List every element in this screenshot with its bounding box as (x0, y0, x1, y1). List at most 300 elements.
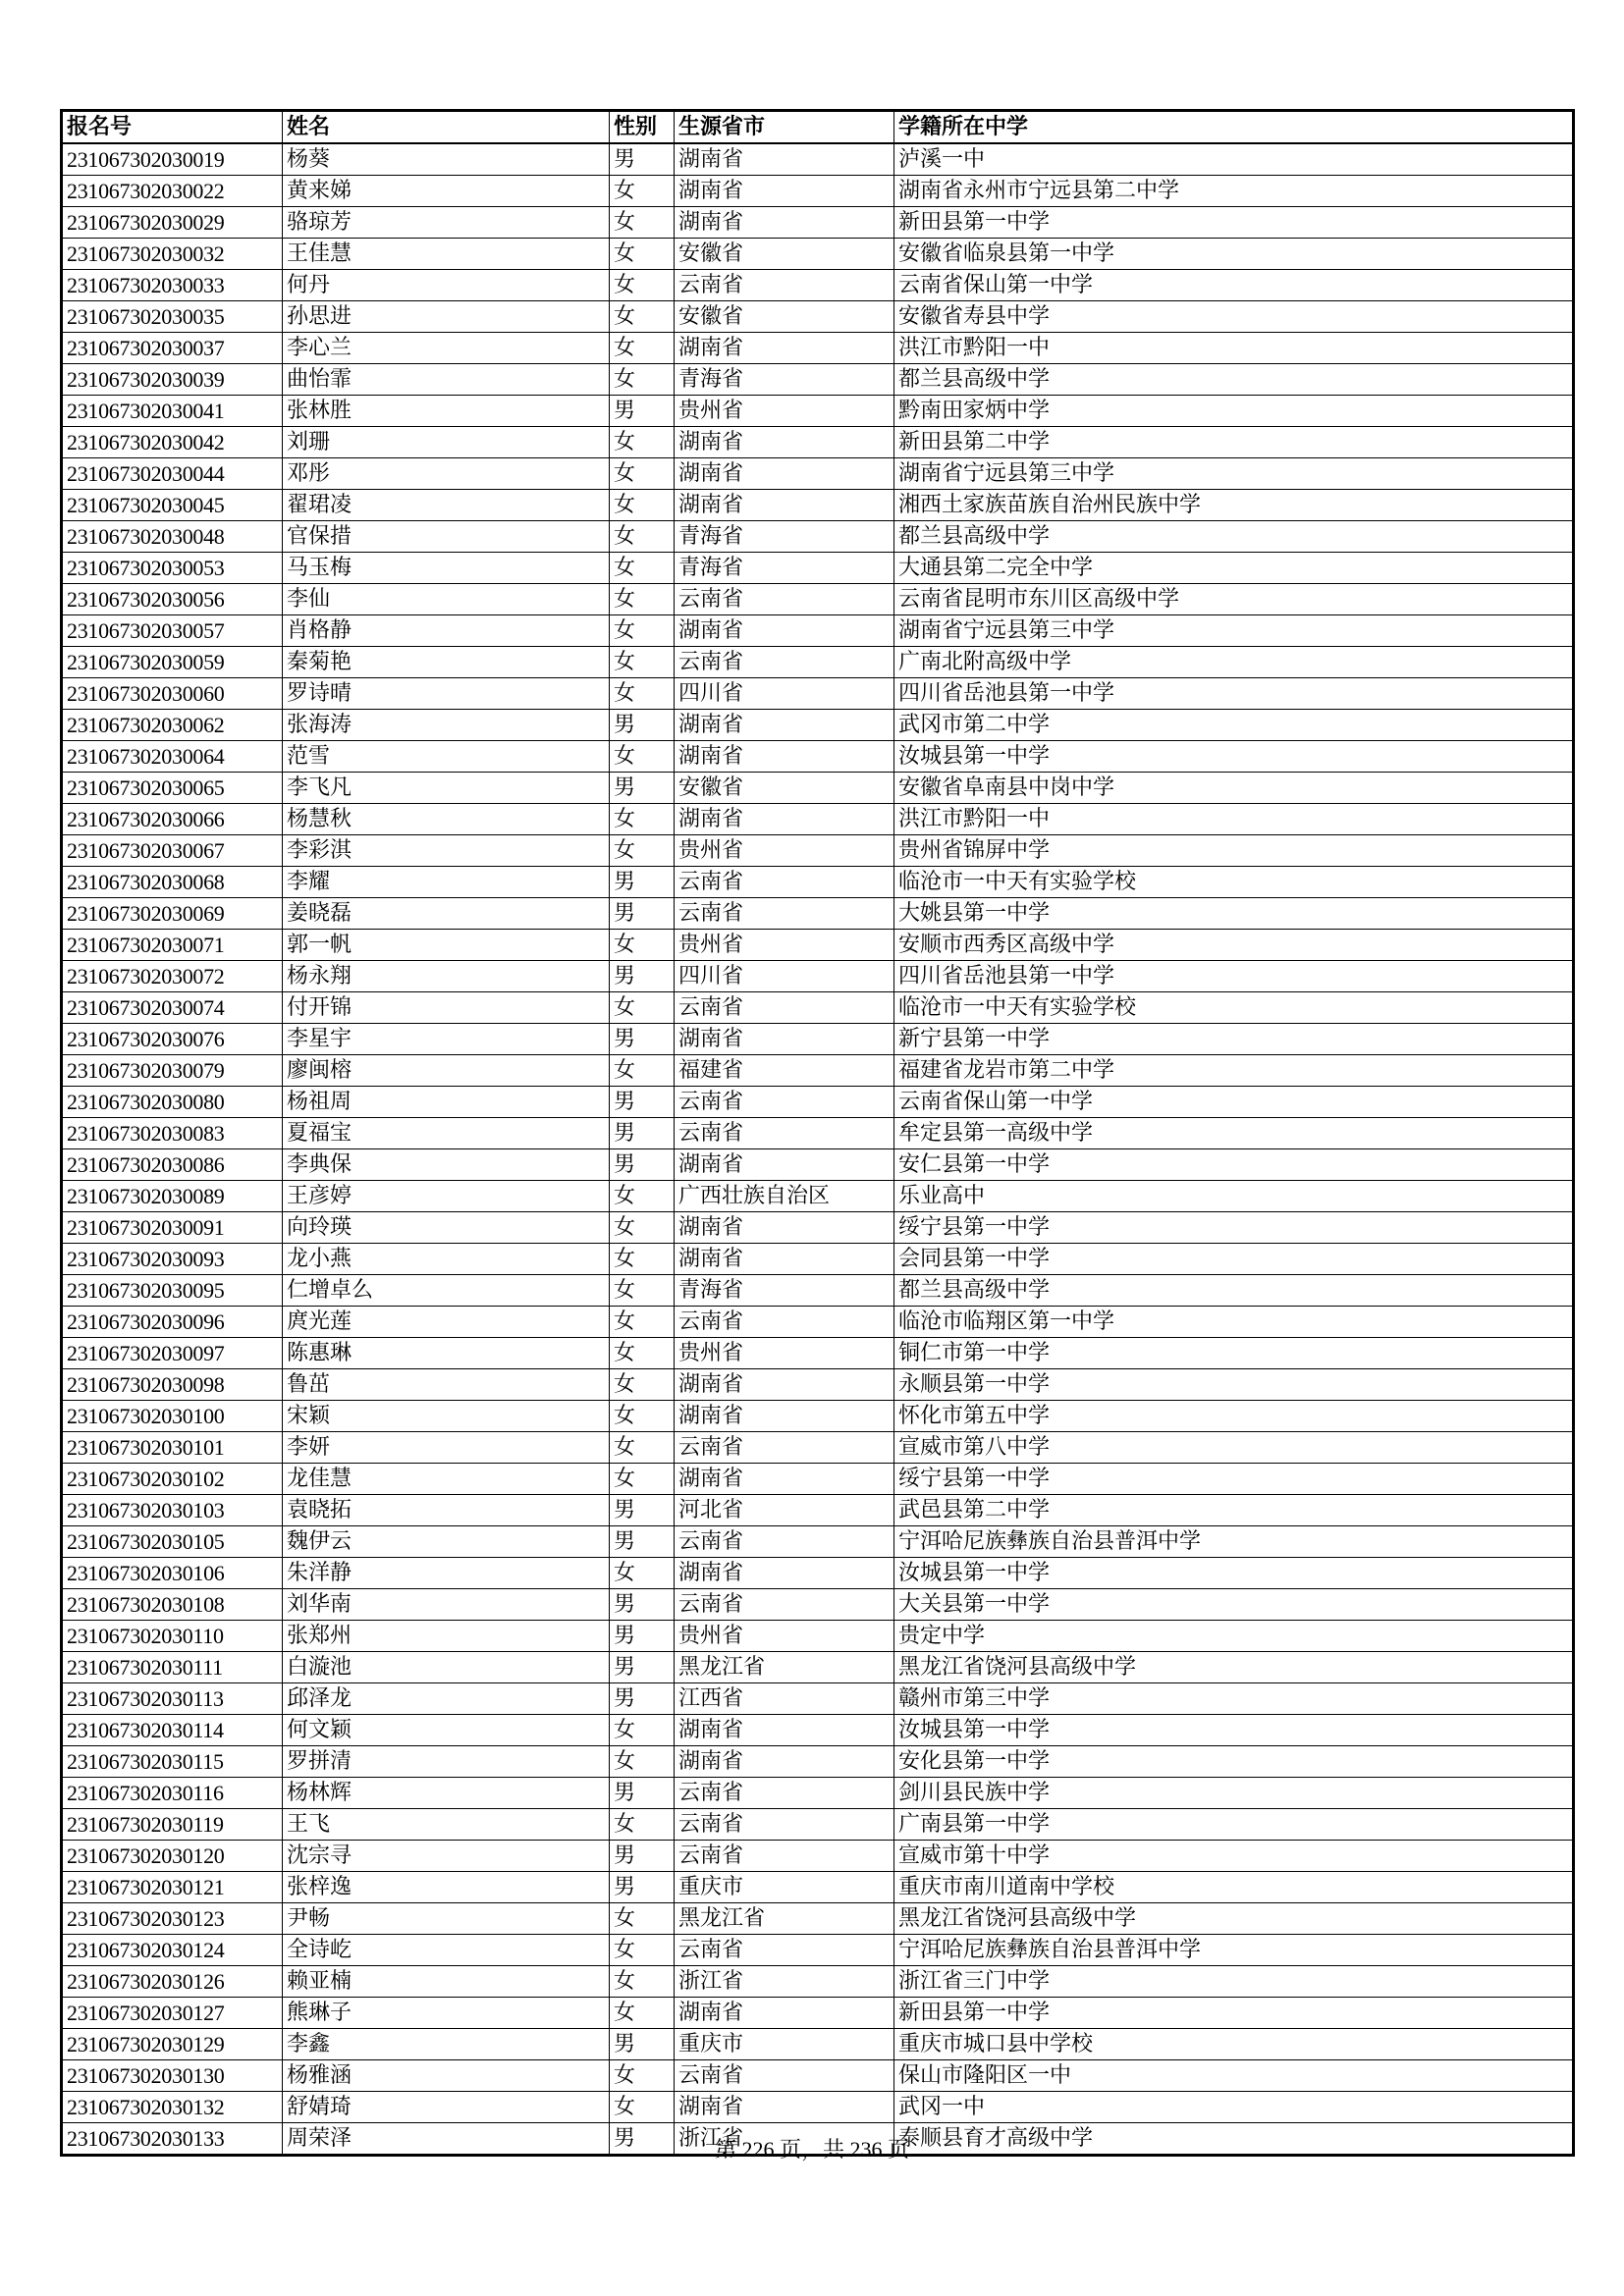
table-row (62, 2092, 1574, 2123)
cell-name: 李仙 (283, 584, 610, 615)
cell-name: 郭一帆 (283, 930, 610, 961)
table-row (62, 1621, 1574, 1652)
cell-sex: 男 (610, 1526, 675, 1558)
cell-sex: 男 (610, 2029, 675, 2060)
cell-registration-number: 231067302030048 (62, 521, 283, 553)
table-row (62, 1212, 1574, 1244)
cell-registration-number: 231067302030041 (62, 396, 283, 427)
cell-school: 汝城县第一中学 (894, 741, 1574, 773)
cell-province: 湖南省 (675, 1401, 894, 1432)
table-row (62, 930, 1574, 961)
table-row (62, 1778, 1574, 1809)
cell-sex: 男 (610, 1683, 675, 1715)
table-row (62, 1024, 1574, 1055)
cell-school: 安化县第一中学 (894, 1746, 1574, 1778)
cell-sex: 女 (610, 458, 675, 490)
cell-province: 云南省 (675, 1778, 894, 1809)
cell-sex: 女 (610, 1055, 675, 1087)
cell-school: 宣威市第八中学 (894, 1432, 1574, 1464)
cell-name: 杨慧秋 (283, 804, 610, 835)
cell-registration-number: 231067302030037 (62, 333, 283, 364)
table-row (62, 1118, 1574, 1149)
cell-school: 黑龙江省饶河县高级中学 (894, 1652, 1574, 1683)
cell-province: 湖南省 (675, 333, 894, 364)
cell-sex: 女 (610, 615, 675, 647)
table-row (62, 207, 1574, 239)
cell-name: 全诗屹 (283, 1935, 610, 1966)
cell-name: 付开锦 (283, 992, 610, 1024)
cell-sex: 男 (610, 1589, 675, 1621)
cell-school: 洪江市黔阳一中 (894, 333, 1574, 364)
cell-sex: 男 (610, 1778, 675, 1809)
cell-school: 都兰县高级中学 (894, 521, 1574, 553)
cell-province: 湖南省 (675, 710, 894, 741)
header-registration-number: 报名号 (62, 111, 283, 144)
cell-school: 会同县第一中学 (894, 1244, 1574, 1275)
cell-school: 安徽省阜南县中岗中学 (894, 773, 1574, 804)
cell-registration-number: 231067302030053 (62, 553, 283, 584)
cell-sex: 女 (610, 176, 675, 207)
table-row (62, 867, 1574, 898)
cell-registration-number: 231067302030065 (62, 773, 283, 804)
cell-sex: 女 (610, 1307, 675, 1338)
cell-name: 王佳慧 (283, 239, 610, 270)
cell-name: 秦菊艳 (283, 647, 610, 678)
table-row (62, 1998, 1574, 2029)
cell-name: 何文颖 (283, 1715, 610, 1746)
cell-name: 骆琼芳 (283, 207, 610, 239)
cell-name: 熊琳子 (283, 1998, 610, 2029)
cell-school: 怀化市第五中学 (894, 1401, 1574, 1432)
cell-registration-number: 231067302030056 (62, 584, 283, 615)
cell-school: 保山市隆阳区一中 (894, 2060, 1574, 2092)
cell-province: 湖南省 (675, 1998, 894, 2029)
cell-name: 王飞 (283, 1809, 610, 1841)
cell-registration-number: 231067302030039 (62, 364, 283, 396)
table-row (62, 301, 1574, 333)
cell-registration-number: 231067302030102 (62, 1464, 283, 1495)
table-row (62, 1087, 1574, 1118)
cell-sex: 女 (610, 1746, 675, 1778)
cell-sex: 男 (610, 2123, 675, 2156)
table-row (62, 961, 1574, 992)
cell-province: 湖南省 (675, 207, 894, 239)
cell-school: 牟定县第一高级中学 (894, 1118, 1574, 1149)
cell-registration-number: 231067302030133 (62, 2123, 283, 2156)
cell-registration-number: 231067302030022 (62, 176, 283, 207)
cell-province: 湖南省 (675, 1244, 894, 1275)
table-row (62, 1149, 1574, 1181)
cell-province: 湖南省 (675, 1369, 894, 1401)
cell-registration-number: 231067302030124 (62, 1935, 283, 1966)
cell-sex: 女 (610, 1998, 675, 2029)
cell-name: 张梓逸 (283, 1872, 610, 1903)
cell-registration-number: 231067302030060 (62, 678, 283, 710)
table-row (62, 1589, 1574, 1621)
cell-name: 孙思进 (283, 301, 610, 333)
cell-school: 云南省保山第一中学 (894, 1087, 1574, 1118)
table-row (62, 1464, 1574, 1495)
table-row (62, 490, 1574, 521)
table-row (62, 1338, 1574, 1369)
admission-table (60, 109, 1575, 2157)
cell-school: 湘西土家族苗族自治州民族中学 (894, 490, 1574, 521)
cell-sex: 女 (610, 490, 675, 521)
table-row (62, 1809, 1574, 1841)
cell-registration-number: 231067302030091 (62, 1212, 283, 1244)
cell-sex: 男 (610, 1118, 675, 1149)
cell-name: 王彦婷 (283, 1181, 610, 1212)
header-school: 学籍所在中学 (894, 111, 1574, 144)
cell-name: 曲怡霏 (283, 364, 610, 396)
cell-school: 宣威市第十中学 (894, 1841, 1574, 1872)
page-footer: 第 226 页，共 236 页 (714, 2137, 909, 2162)
cell-registration-number: 231067302030101 (62, 1432, 283, 1464)
table-row (62, 2029, 1574, 2060)
cell-registration-number: 231067302030059 (62, 647, 283, 678)
cell-name: 翟珺凌 (283, 490, 610, 521)
cell-province: 黑龙江省 (675, 1903, 894, 1935)
cell-school: 广南县第一中学 (894, 1809, 1574, 1841)
table-row (62, 1746, 1574, 1778)
table-row (62, 1055, 1574, 1087)
cell-province: 贵州省 (675, 930, 894, 961)
cell-registration-number: 231067302030042 (62, 427, 283, 458)
cell-province: 重庆市 (675, 1872, 894, 1903)
cell-province: 云南省 (675, 867, 894, 898)
cell-sex: 女 (610, 1369, 675, 1401)
cell-name: 廖闽榕 (283, 1055, 610, 1087)
table-row (62, 427, 1574, 458)
cell-province: 黑龙江省 (675, 1652, 894, 1683)
table-row (62, 1181, 1574, 1212)
cell-name: 袁晓拓 (283, 1495, 610, 1526)
cell-school: 都兰县高级中学 (894, 364, 1574, 396)
cell-sex: 女 (610, 2092, 675, 2123)
cell-province: 湖南省 (675, 1149, 894, 1181)
cell-registration-number: 231067302030089 (62, 1181, 283, 1212)
cell-school: 宁洱哈尼族彝族自治县普洱中学 (894, 1935, 1574, 1966)
cell-registration-number: 231067302030086 (62, 1149, 283, 1181)
cell-province: 安徽省 (675, 239, 894, 270)
cell-school: 赣州市第三中学 (894, 1683, 1574, 1715)
cell-province: 云南省 (675, 1809, 894, 1841)
table-row (62, 270, 1574, 301)
cell-school: 宁洱哈尼族彝族自治县普洱中学 (894, 1526, 1574, 1558)
cell-registration-number: 231067302030120 (62, 1841, 283, 1872)
cell-name: 向玲瑛 (283, 1212, 610, 1244)
cell-school: 大姚县第一中学 (894, 898, 1574, 930)
table-row (62, 1715, 1574, 1746)
cell-province: 湖南省 (675, 2092, 894, 2123)
cell-registration-number: 231067302030103 (62, 1495, 283, 1526)
cell-province: 湖南省 (675, 1024, 894, 1055)
cell-name: 何丹 (283, 270, 610, 301)
cell-province: 浙江省 (675, 2123, 894, 2156)
cell-school: 汝城县第一中学 (894, 1558, 1574, 1589)
cell-name: 庹光莲 (283, 1307, 610, 1338)
cell-school: 安徽省临泉县第一中学 (894, 239, 1574, 270)
cell-province: 云南省 (675, 1841, 894, 1872)
cell-registration-number: 231067302030062 (62, 710, 283, 741)
cell-name: 龙小燕 (283, 1244, 610, 1275)
table-row (62, 1683, 1574, 1715)
cell-school: 剑川县民族中学 (894, 1778, 1574, 1809)
cell-sex: 男 (610, 143, 675, 176)
cell-province: 贵州省 (675, 1338, 894, 1369)
cell-province: 云南省 (675, 992, 894, 1024)
table-row (62, 1275, 1574, 1307)
cell-school: 绥宁县第一中学 (894, 1464, 1574, 1495)
cell-name: 李典保 (283, 1149, 610, 1181)
cell-school: 绥宁县第一中学 (894, 1212, 1574, 1244)
cell-province: 湖南省 (675, 176, 894, 207)
cell-school: 安顺市西秀区高级中学 (894, 930, 1574, 961)
cell-registration-number: 231067302030072 (62, 961, 283, 992)
cell-sex: 女 (610, 1338, 675, 1369)
cell-name: 李鑫 (283, 2029, 610, 2060)
cell-registration-number: 231067302030074 (62, 992, 283, 1024)
cell-sex: 女 (610, 1935, 675, 1966)
cell-province: 贵州省 (675, 1621, 894, 1652)
cell-school: 武冈一中 (894, 2092, 1574, 2123)
cell-school: 湖南省宁远县第三中学 (894, 615, 1574, 647)
cell-name: 刘华南 (283, 1589, 610, 1621)
cell-province: 云南省 (675, 1526, 894, 1558)
cell-sex: 男 (610, 1841, 675, 1872)
cell-school: 新宁县第一中学 (894, 1024, 1574, 1055)
cell-registration-number: 231067302030110 (62, 1621, 283, 1652)
cell-sex: 女 (610, 1966, 675, 1998)
cell-registration-number: 231067302030115 (62, 1746, 283, 1778)
cell-sex: 女 (610, 239, 675, 270)
table-row (62, 239, 1574, 270)
cell-registration-number: 231067302030083 (62, 1118, 283, 1149)
cell-sex: 男 (610, 1149, 675, 1181)
cell-name: 邓彤 (283, 458, 610, 490)
cell-name: 李彩淇 (283, 835, 610, 867)
cell-sex: 女 (610, 647, 675, 678)
header-name: 姓名 (283, 111, 610, 144)
cell-sex: 女 (610, 678, 675, 710)
cell-school: 新田县第二中学 (894, 427, 1574, 458)
cell-registration-number: 231067302030057 (62, 615, 283, 647)
cell-sex: 女 (610, 930, 675, 961)
cell-registration-number: 231067302030079 (62, 1055, 283, 1087)
cell-sex: 女 (610, 1903, 675, 1935)
cell-registration-number: 231067302030097 (62, 1338, 283, 1369)
cell-sex: 女 (610, 1809, 675, 1841)
cell-sex: 女 (610, 1558, 675, 1589)
cell-registration-number: 231067302030105 (62, 1526, 283, 1558)
table-row (62, 1495, 1574, 1526)
cell-registration-number: 231067302030111 (62, 1652, 283, 1683)
cell-sex: 女 (610, 364, 675, 396)
cell-registration-number: 231067302030029 (62, 207, 283, 239)
cell-school: 新田县第一中学 (894, 1998, 1574, 2029)
cell-sex: 男 (610, 1872, 675, 1903)
cell-school: 临沧市一中天有实验学校 (894, 992, 1574, 1024)
table-row (62, 835, 1574, 867)
table-row (62, 898, 1574, 930)
cell-registration-number: 231067302030019 (62, 143, 283, 176)
cell-school: 安徽省寿县中学 (894, 301, 1574, 333)
cell-school: 湖南省宁远县第三中学 (894, 458, 1574, 490)
cell-sex: 女 (610, 584, 675, 615)
cell-sex: 男 (610, 1652, 675, 1683)
cell-school: 大关县第一中学 (894, 1589, 1574, 1621)
cell-sex: 女 (610, 301, 675, 333)
cell-registration-number: 231067302030093 (62, 1244, 283, 1275)
cell-province: 云南省 (675, 1432, 894, 1464)
cell-school: 贵州省锦屏中学 (894, 835, 1574, 867)
cell-name: 杨祖周 (283, 1087, 610, 1118)
table-row (62, 176, 1574, 207)
cell-name: 李心兰 (283, 333, 610, 364)
cell-sex: 女 (610, 835, 675, 867)
cell-name: 鲁茁 (283, 1369, 610, 1401)
cell-school: 洪江市黔阳一中 (894, 804, 1574, 835)
cell-province: 广西壮族自治区 (675, 1181, 894, 1212)
cell-name: 罗拼清 (283, 1746, 610, 1778)
cell-school: 广南北附高级中学 (894, 647, 1574, 678)
cell-province: 湖南省 (675, 1464, 894, 1495)
table-row (62, 1432, 1574, 1464)
cell-province: 湖南省 (675, 490, 894, 521)
table-row (62, 1966, 1574, 1998)
cell-province: 湖南省 (675, 143, 894, 176)
cell-province: 四川省 (675, 678, 894, 710)
table-row (62, 1841, 1574, 1872)
cell-registration-number: 231067302030064 (62, 741, 283, 773)
cell-province: 河北省 (675, 1495, 894, 1526)
cell-registration-number: 231067302030080 (62, 1087, 283, 1118)
table-row (62, 1307, 1574, 1338)
cell-province: 湖南省 (675, 1746, 894, 1778)
cell-province: 贵州省 (675, 396, 894, 427)
cell-sex: 男 (610, 396, 675, 427)
cell-registration-number: 231067302030123 (62, 1903, 283, 1935)
cell-school: 临沧市临翔区第一中学 (894, 1307, 1574, 1338)
cell-sex: 男 (610, 1024, 675, 1055)
table-row (62, 521, 1574, 553)
table-row (62, 710, 1574, 741)
cell-registration-number: 231067302030121 (62, 1872, 283, 1903)
cell-school: 武冈市第二中学 (894, 710, 1574, 741)
cell-school: 新田县第一中学 (894, 207, 1574, 239)
cell-province: 云南省 (675, 647, 894, 678)
roster-sheet (60, 109, 1572, 2157)
cell-sex: 女 (610, 1181, 675, 1212)
cell-province: 重庆市 (675, 2029, 894, 2060)
table-row (62, 333, 1574, 364)
cell-province: 湖南省 (675, 1558, 894, 1589)
table-row (62, 1935, 1574, 1966)
cell-province: 浙江省 (675, 1966, 894, 1998)
table-row (62, 1401, 1574, 1432)
cell-sex: 女 (610, 333, 675, 364)
cell-sex: 女 (610, 553, 675, 584)
cell-registration-number: 231067302030045 (62, 490, 283, 521)
header-province: 生源省市 (675, 111, 894, 144)
cell-sex: 女 (610, 1464, 675, 1495)
cell-province: 湖南省 (675, 741, 894, 773)
table-row (62, 1872, 1574, 1903)
cell-registration-number: 231067302030106 (62, 1558, 283, 1589)
cell-registration-number: 231067302030068 (62, 867, 283, 898)
cell-province: 云南省 (675, 898, 894, 930)
cell-name: 魏伊云 (283, 1526, 610, 1558)
cell-province: 安徽省 (675, 773, 894, 804)
table-row (62, 584, 1574, 615)
cell-school: 黑龙江省饶河县高级中学 (894, 1903, 1574, 1935)
cell-province: 青海省 (675, 553, 894, 584)
cell-registration-number: 231067302030067 (62, 835, 283, 867)
cell-school: 临沧市一中天有实验学校 (894, 867, 1574, 898)
cell-name: 宋颖 (283, 1401, 610, 1432)
cell-name: 杨林辉 (283, 1778, 610, 1809)
cell-school: 黔南田家炳中学 (894, 396, 1574, 427)
cell-name: 李妍 (283, 1432, 610, 1464)
cell-name: 罗诗晴 (283, 678, 610, 710)
cell-sex: 女 (610, 741, 675, 773)
cell-sex: 男 (610, 1621, 675, 1652)
cell-province: 云南省 (675, 1087, 894, 1118)
cell-name: 仁增卓么 (283, 1275, 610, 1307)
cell-registration-number: 231067302030096 (62, 1307, 283, 1338)
table-row (62, 1369, 1574, 1401)
cell-sex: 女 (610, 804, 675, 835)
cell-sex: 女 (610, 521, 675, 553)
cell-school: 武邑县第二中学 (894, 1495, 1574, 1526)
table-row (62, 143, 1574, 176)
cell-sex: 女 (610, 427, 675, 458)
table-row (62, 615, 1574, 647)
cell-name: 邱泽龙 (283, 1683, 610, 1715)
table-row (62, 992, 1574, 1024)
cell-registration-number: 231067302030095 (62, 1275, 283, 1307)
cell-sex: 女 (610, 1715, 675, 1746)
cell-name: 赖亚楠 (283, 1966, 610, 1998)
cell-school: 泸溪一中 (894, 143, 1574, 176)
cell-province: 安徽省 (675, 301, 894, 333)
table-row (62, 647, 1574, 678)
cell-school: 贵定中学 (894, 1621, 1574, 1652)
cell-province: 云南省 (675, 1307, 894, 1338)
table-row (62, 364, 1574, 396)
cell-registration-number: 231067302030044 (62, 458, 283, 490)
cell-registration-number: 231067302030116 (62, 1778, 283, 1809)
cell-sex: 男 (610, 773, 675, 804)
cell-sex: 女 (610, 1275, 675, 1307)
table-row (62, 2060, 1574, 2092)
cell-sex: 女 (610, 207, 675, 239)
table-row (62, 1558, 1574, 1589)
cell-province: 江西省 (675, 1683, 894, 1715)
table-body (62, 143, 1574, 2156)
cell-province: 青海省 (675, 1275, 894, 1307)
cell-name: 张郑州 (283, 1621, 610, 1652)
cell-name: 龙佳慧 (283, 1464, 610, 1495)
cell-province: 湖南省 (675, 615, 894, 647)
table-row (62, 1526, 1574, 1558)
table-row (62, 804, 1574, 835)
cell-name: 李飞凡 (283, 773, 610, 804)
cell-name: 范雪 (283, 741, 610, 773)
cell-province: 湖南省 (675, 458, 894, 490)
table-header-row (62, 111, 1574, 144)
cell-school: 重庆市南川道南中学校 (894, 1872, 1574, 1903)
